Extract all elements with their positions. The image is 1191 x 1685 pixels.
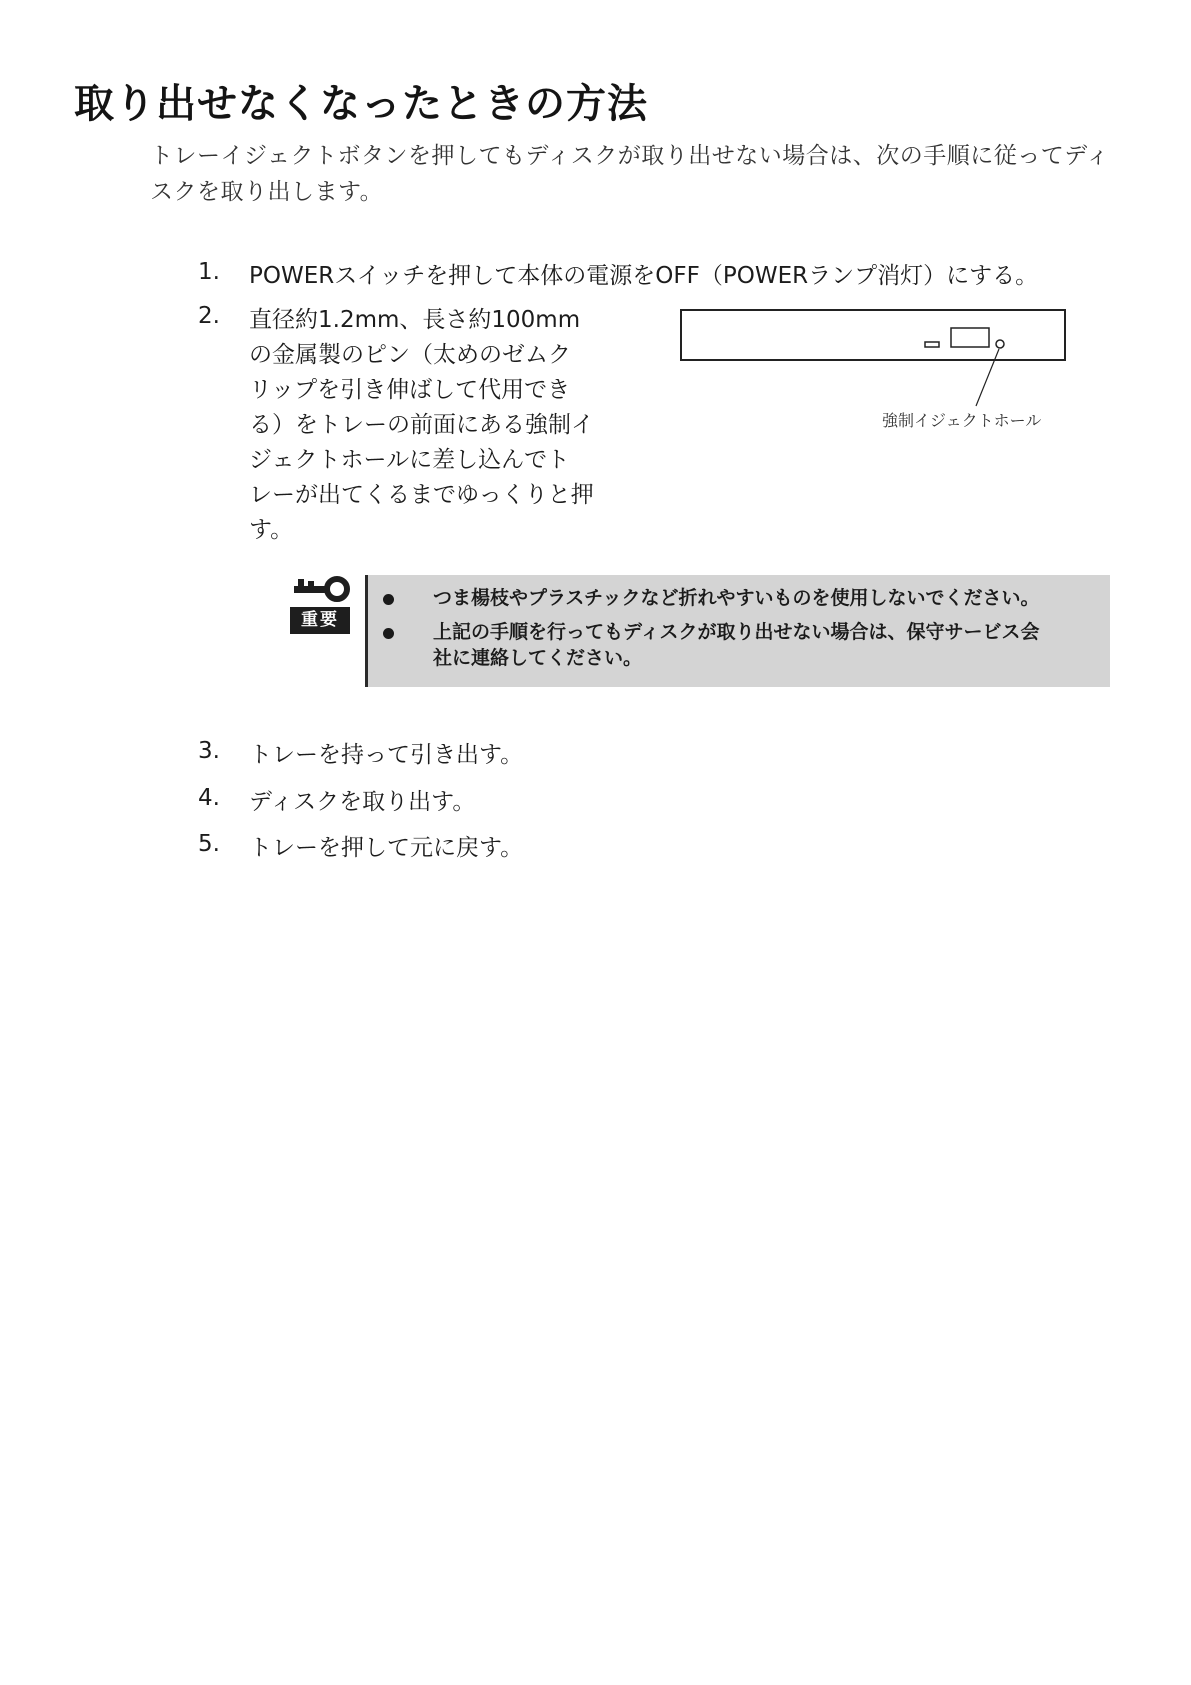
- step-1-text: POWERスイッチを押して本体の電源をOFF（POWERランプ消灯）にする。: [249, 263, 1039, 289]
- step-5-number: 5.: [198, 831, 220, 857]
- step-2-number: 2.: [198, 303, 220, 329]
- drive-bezel: [681, 310, 1065, 360]
- notice-item-text: 上記の手順を行ってもディスクが取り出せない場合は、保守サービス会 社に連絡してください。: [433, 621, 1040, 669]
- notice-item-text: つま楊枝やプラスチックなど折れやすいものを使用しないでください。: [433, 587, 1040, 609]
- key-icon: [290, 575, 352, 605]
- eject-button: [951, 328, 989, 347]
- step-3-text: トレーを持って引き出す。: [249, 742, 524, 768]
- step-4-text: ディスクを取り出す。: [249, 789, 476, 815]
- important-notice-box: [365, 575, 1110, 687]
- step-3-number: 3.: [198, 738, 220, 764]
- page-title: 取り出せなくなったときの方法: [74, 81, 648, 127]
- step-5-text: トレーを押して元に戻す。: [249, 835, 524, 861]
- step-1-number: 1.: [198, 259, 220, 285]
- bullet-icon: [383, 594, 394, 605]
- emergency-eject-hole: [996, 340, 1004, 348]
- bullet-icon: [383, 628, 394, 639]
- important-notice-icon: [290, 575, 352, 635]
- indicator-lamp: [925, 342, 939, 347]
- step-4-number: 4.: [198, 785, 220, 811]
- emergency-eject-hole-label: 強制イジェクトホール: [882, 411, 1042, 430]
- intro-paragraph: トレーイジェクトボタンを押してもディスクが取り出せない場合は、次の手順に従ってディスクを取り出します。: [150, 143, 1110, 205]
- important-badge: 重要: [290, 607, 350, 634]
- step-2-text: 直径約1.2mm、長さ約100mm の金属製のピン（太めのゼムク リップを引き伸ばして代用でき る）をトレーの前面にある強制イ ジェクトホールに差し込んでト レーが出てくるまでゆっくりと押 す。: [249, 307, 594, 543]
